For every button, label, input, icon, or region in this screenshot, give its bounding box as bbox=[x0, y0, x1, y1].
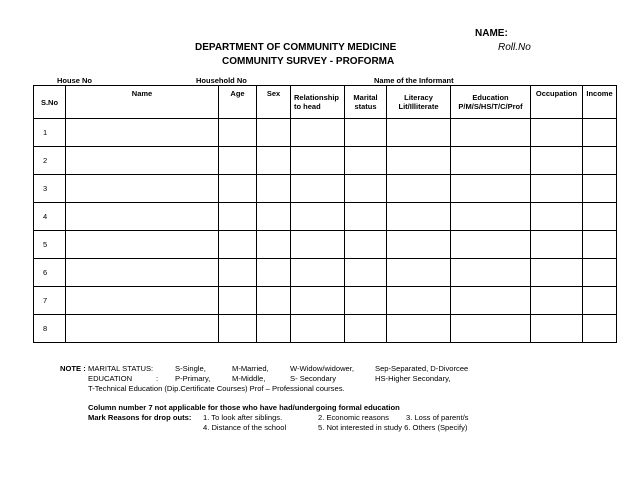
income-cell[interactable] bbox=[583, 147, 617, 175]
marital-status-legend-label: MARITAL STATUS: bbox=[88, 364, 154, 373]
relationship-cell[interactable] bbox=[291, 315, 345, 343]
education-cell[interactable] bbox=[451, 175, 531, 203]
column-header-literacy: Literacy Lit/Illiterate bbox=[387, 86, 451, 119]
occupation-cell[interactable] bbox=[531, 259, 583, 287]
relationship-cell[interactable] bbox=[291, 231, 345, 259]
row-number: 4 bbox=[34, 203, 66, 231]
roll-number-label: Roll.No bbox=[498, 42, 531, 53]
education-cell[interactable] bbox=[451, 315, 531, 343]
row-number: 3 bbox=[34, 175, 66, 203]
name-cell[interactable] bbox=[66, 119, 219, 147]
occupation-cell[interactable] bbox=[531, 119, 583, 147]
marital-status-cell[interactable] bbox=[345, 147, 387, 175]
table-row bbox=[34, 287, 617, 315]
dropout-reasons-label: Mark Reasons for drop outs: bbox=[88, 413, 192, 422]
income-cell[interactable] bbox=[583, 175, 617, 203]
occupation-cell[interactable] bbox=[531, 147, 583, 175]
sex-cell[interactable] bbox=[257, 119, 291, 147]
name-cell[interactable] bbox=[66, 287, 219, 315]
age-cell[interactable] bbox=[219, 119, 257, 147]
marital-status-cell[interactable] bbox=[345, 315, 387, 343]
reason-2: 2. Economic reasons bbox=[318, 413, 389, 422]
literacy-cell[interactable] bbox=[387, 147, 451, 175]
sex-cell[interactable] bbox=[257, 231, 291, 259]
legend-single: S-Single, bbox=[175, 364, 206, 373]
sex-cell[interactable] bbox=[257, 315, 291, 343]
marital-status-cell[interactable] bbox=[345, 259, 387, 287]
name-label: NAME: bbox=[475, 28, 508, 39]
name-cell[interactable] bbox=[66, 147, 219, 175]
row-number: 5 bbox=[34, 231, 66, 259]
literacy-cell[interactable] bbox=[387, 315, 451, 343]
income-cell[interactable] bbox=[583, 259, 617, 287]
name-cell[interactable] bbox=[66, 315, 219, 343]
table-header-row bbox=[34, 86, 617, 119]
education-cell[interactable] bbox=[451, 203, 531, 231]
household-number-label: Household No bbox=[196, 76, 247, 85]
income-cell[interactable] bbox=[583, 287, 617, 315]
legend-separated-divorcee: Sep-Separated, D-Divorcee bbox=[375, 364, 469, 373]
table-row bbox=[34, 119, 617, 147]
age-cell[interactable] bbox=[219, 315, 257, 343]
education-legend-label: EDUCATION bbox=[88, 374, 133, 383]
education-cell[interactable] bbox=[451, 287, 531, 315]
literacy-cell[interactable] bbox=[387, 231, 451, 259]
relationship-cell[interactable] bbox=[291, 119, 345, 147]
row-number: 2 bbox=[34, 147, 66, 175]
column-header-sno: S.No bbox=[34, 86, 66, 119]
legend-technical: T-Technical Education (Dip.Certificate Courses) Prof – Professional courses. bbox=[88, 384, 345, 393]
marital-status-cell[interactable] bbox=[345, 175, 387, 203]
occupation-cell[interactable] bbox=[531, 287, 583, 315]
name-cell[interactable] bbox=[66, 231, 219, 259]
sex-cell[interactable] bbox=[257, 147, 291, 175]
income-cell[interactable] bbox=[583, 203, 617, 231]
relationship-cell[interactable] bbox=[291, 259, 345, 287]
department-title: DEPARTMENT OF COMMUNITY MEDICINE bbox=[195, 42, 397, 53]
column-header-education: Education P/M/S/HS/T/C/Prof bbox=[451, 86, 531, 119]
reason-1: 1. To look after siblings. bbox=[203, 413, 283, 422]
row-number: 8 bbox=[34, 315, 66, 343]
name-cell[interactable] bbox=[66, 203, 219, 231]
column7-note: Column number 7 not applicable for those who have had/undergoing formal education bbox=[88, 403, 400, 412]
survey-table bbox=[33, 85, 617, 343]
column-header-age: Age bbox=[219, 86, 257, 119]
education-cell[interactable] bbox=[451, 231, 531, 259]
literacy-cell[interactable] bbox=[387, 175, 451, 203]
literacy-cell[interactable] bbox=[387, 259, 451, 287]
reason-4: 4. Distance of the school bbox=[203, 423, 287, 432]
table-row bbox=[34, 147, 617, 175]
table-row bbox=[34, 175, 617, 203]
house-number-label: House No bbox=[57, 76, 93, 85]
column-header-name: Name bbox=[66, 86, 219, 119]
column-header-relationship: Relationship to head bbox=[291, 86, 345, 119]
income-cell[interactable] bbox=[583, 231, 617, 259]
informant-name-label: Name of the Informant bbox=[374, 76, 454, 85]
occupation-cell[interactable] bbox=[531, 315, 583, 343]
row-number: 6 bbox=[34, 259, 66, 287]
education-cell[interactable] bbox=[451, 259, 531, 287]
legend-primary: P-Primary, bbox=[175, 374, 211, 383]
relationship-cell[interactable] bbox=[291, 147, 345, 175]
reason-3: 3. Loss of parent/s bbox=[406, 413, 469, 422]
marital-status-cell[interactable] bbox=[345, 231, 387, 259]
note-label: NOTE : bbox=[60, 364, 86, 373]
marital-status-cell[interactable] bbox=[345, 287, 387, 315]
row-number: 1 bbox=[34, 119, 66, 147]
row-number: 7 bbox=[34, 287, 66, 315]
age-cell[interactable] bbox=[219, 203, 257, 231]
relationship-cell[interactable] bbox=[291, 175, 345, 203]
column-header-sex: Sex bbox=[257, 86, 291, 119]
age-cell[interactable] bbox=[219, 259, 257, 287]
legend-married: M-Married, bbox=[232, 364, 269, 373]
table-row bbox=[34, 231, 617, 259]
age-cell[interactable] bbox=[219, 147, 257, 175]
relationship-cell[interactable] bbox=[291, 287, 345, 315]
age-cell[interactable] bbox=[219, 175, 257, 203]
table-row bbox=[34, 315, 617, 343]
education-cell[interactable] bbox=[451, 119, 531, 147]
name-cell[interactable] bbox=[66, 175, 219, 203]
reason-5-6: 5. Not interested in study 6. Others (Specify) bbox=[318, 423, 468, 432]
column-header-income: Income bbox=[583, 86, 617, 119]
occupation-cell[interactable] bbox=[531, 203, 583, 231]
legend-secondary: S- Secondary bbox=[290, 374, 337, 383]
sex-cell[interactable] bbox=[257, 287, 291, 315]
legend-middle: M-Middle, bbox=[232, 374, 266, 383]
marital-status-cell[interactable] bbox=[345, 203, 387, 231]
literacy-cell[interactable] bbox=[387, 203, 451, 231]
column-header-occupation: Occupation bbox=[531, 86, 583, 119]
name-cell[interactable] bbox=[66, 259, 219, 287]
literacy-cell[interactable] bbox=[387, 287, 451, 315]
marital-status-cell[interactable] bbox=[345, 119, 387, 147]
education-cell[interactable] bbox=[451, 147, 531, 175]
occupation-cell[interactable] bbox=[531, 175, 583, 203]
income-cell[interactable] bbox=[583, 119, 617, 147]
age-cell[interactable] bbox=[219, 231, 257, 259]
age-cell[interactable] bbox=[219, 287, 257, 315]
education-legend-colon: : bbox=[156, 374, 159, 383]
relationship-cell[interactable] bbox=[291, 203, 345, 231]
survey-title: COMMUNITY SURVEY - PROFORMA bbox=[222, 56, 395, 67]
sex-cell[interactable] bbox=[257, 259, 291, 287]
table-row bbox=[34, 259, 617, 287]
table-row bbox=[34, 203, 617, 231]
literacy-cell[interactable] bbox=[387, 119, 451, 147]
income-cell[interactable] bbox=[583, 315, 617, 343]
occupation-cell[interactable] bbox=[531, 231, 583, 259]
legend-higher-secondary: HS-Higher Secondary, bbox=[375, 374, 451, 383]
sex-cell[interactable] bbox=[257, 175, 291, 203]
legend-widow: W-Widow/widower, bbox=[290, 364, 354, 373]
sex-cell[interactable] bbox=[257, 203, 291, 231]
column-header-marital-status: Marital status bbox=[345, 86, 387, 119]
